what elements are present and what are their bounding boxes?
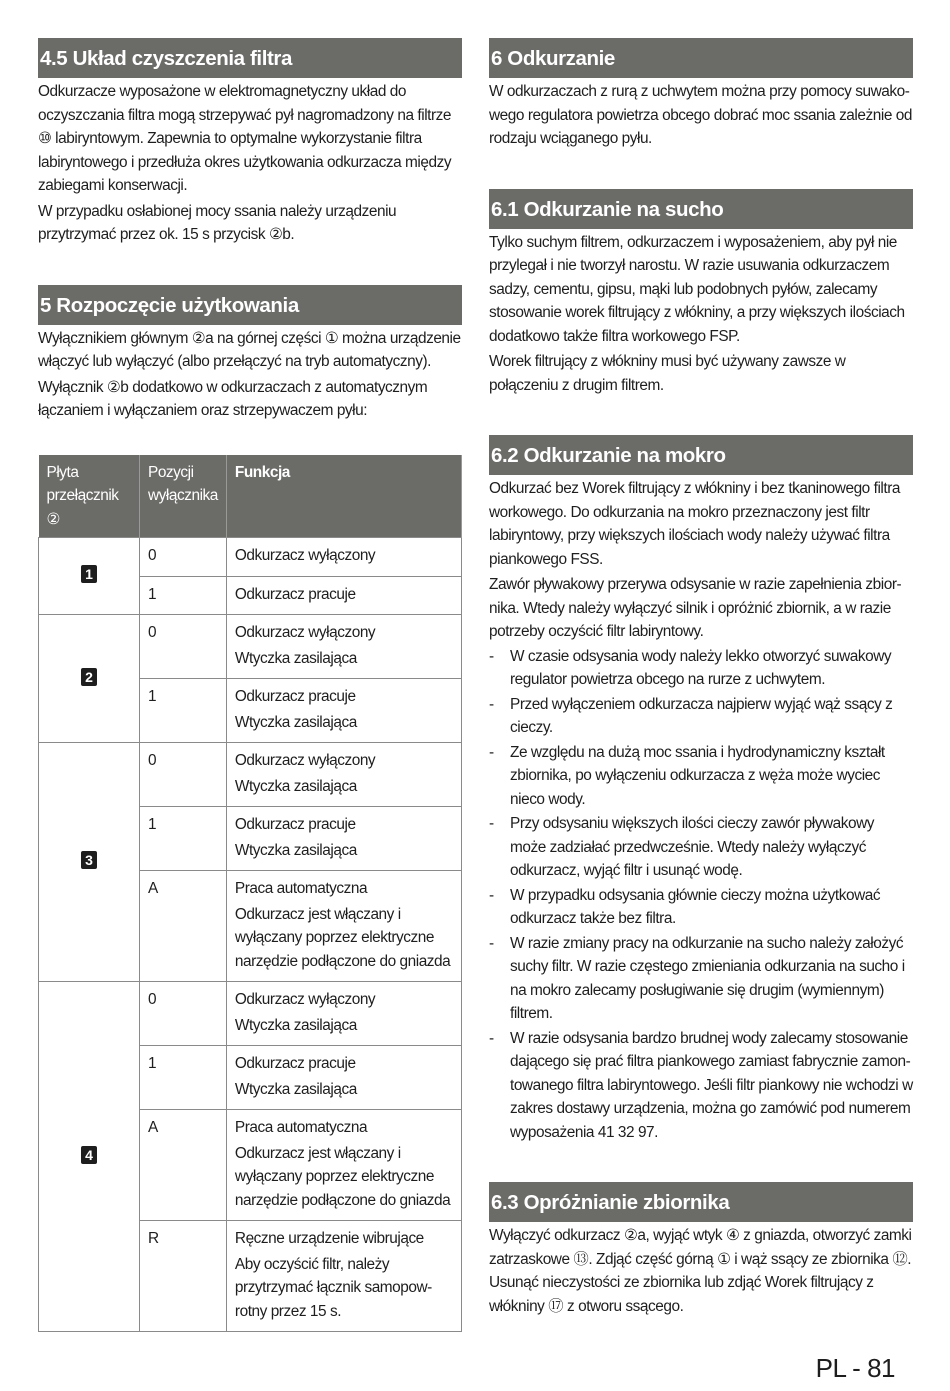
function-line: Wtyczka zasilająca bbox=[234, 841, 357, 859]
position-cell: 0 bbox=[140, 982, 227, 1046]
function-line: Wtyczka zasilająca bbox=[234, 1016, 357, 1034]
section-4-5-heading: 4.5 Układ czyszczenia filtra bbox=[38, 38, 462, 78]
header-function: Funkcja bbox=[226, 455, 461, 538]
position-cell: A bbox=[140, 871, 227, 982]
switch-plate-badge: 3 bbox=[81, 851, 97, 869]
function-cell bbox=[226, 1221, 461, 1332]
section-5-paragraph-1: Wyłącznikiem głównym ②a na górnej części ① można urządzenie włączyć lub wyłączyć (albo przełączyć na tryb automatyczny). bbox=[38, 329, 461, 370]
function-line: Wtyczka zasilająca bbox=[234, 1080, 357, 1098]
function-line: Wtyczka zasilająca bbox=[234, 713, 357, 731]
section-6-2-list bbox=[489, 645, 913, 1145]
section-6-heading: 6 Odkurzanie bbox=[489, 38, 913, 78]
position-cell: 0 bbox=[140, 615, 227, 679]
function-cell bbox=[226, 1110, 461, 1221]
switch-plate-badge: 4 bbox=[81, 1146, 97, 1164]
position-cell: 1 bbox=[140, 1046, 227, 1110]
function-cell bbox=[226, 538, 461, 577]
function-line: Wtyczka zasilająca bbox=[234, 777, 357, 795]
function-line: Aby oczyścić filtr, należy przytrzymać łącznik samopow-rotny przez 15 s. bbox=[234, 1255, 432, 1320]
function-cell bbox=[226, 743, 461, 807]
function-cell bbox=[226, 871, 461, 982]
section-5-paragraph-2: Wyłącznik ②b dodatkowo w odkurzaczach z automatycznym łączaniem i wyłączaniem oraz strzepywaczem pyłu: bbox=[38, 378, 428, 419]
list-item: - Przy odsysaniu większych ilości cieczy zawór pływakowy może zadziałać przedwcześnie. Wtedy należy wyłączyć odkurzacz, wyjąć filtr i usunąć wodę. bbox=[489, 812, 913, 883]
function-line: Odkurzacz pracuje bbox=[234, 585, 356, 603]
section-6-3-heading: 6.3 Opróżnianie zbiornika bbox=[489, 1182, 913, 1222]
section-5-heading: 5 Rozpoczęcie użytkowania bbox=[38, 285, 462, 325]
position-cell: 1 bbox=[140, 576, 227, 615]
switch-plate-cell bbox=[39, 743, 140, 982]
function-line: Odkurzacz jest włączany i wyłączany poprzez elektryczne narzędzie podłączone do gniazda bbox=[234, 905, 451, 970]
section-6-1-paragraph-2: Worek filtrujący z włókniny musi być używany zawsze w połączeniu z drugim filtrem. bbox=[489, 353, 846, 394]
header-plate: Płyta przełącznik ② bbox=[39, 455, 140, 538]
list-item: - Przed wyłączeniem odkurzacza najpierw wyjąć wąż ssący z cieczy. bbox=[489, 693, 913, 740]
function-line: Praca automatyczna bbox=[234, 1119, 368, 1136]
list-item: - W czasie odsysania wody należy lekko otworzyć suwakowy regulator powietrza obcego na rurze z uchwytem. bbox=[489, 645, 913, 692]
switch-plate-cell bbox=[39, 982, 140, 1332]
switch-plate-badge: 2 bbox=[81, 668, 97, 686]
list-item: - W razie odsysania bardzo brudnej wody zalecamy stosowanie dającego się prać filtra piankowego zamiast fabrycznie zamon-towanego filtra labiryntowego. Jeśli filtr piankowy nie wchodzi w zakres dostawy urządzenia, można go zamówić pod numerem wyposażenia 41 32 97. bbox=[489, 1027, 913, 1145]
function-line: Odkurzacz pracuje bbox=[234, 1055, 356, 1072]
table-row bbox=[39, 743, 462, 807]
function-line: Odkurzacz pracuje bbox=[234, 688, 356, 705]
left-column bbox=[38, 38, 462, 1332]
switch-plate-cell bbox=[39, 538, 140, 615]
function-line: Odkurzacz wyłączony bbox=[234, 991, 376, 1008]
position-cell: 1 bbox=[140, 807, 227, 871]
list-item: - W razie zmiany pracy na odkurzanie na sucho należy założyć suchy filtr. W razie częstego zmieniania odkurzania na sucho i na mokro zalecamy posługiwanie się drugim (wymiennym) filtrem. bbox=[489, 932, 913, 1026]
function-line: Odkurzacz pracuje bbox=[234, 816, 356, 833]
section-4-5-paragraph-2: W przypadku osłabionej mocy ssania należy urządzeniu przytrzymać przez ok. 15 s przycisk ②b. bbox=[38, 202, 397, 243]
position-cell: 0 bbox=[140, 743, 227, 807]
section-4-5-paragraph-1: Odkurzacze wyposażone w elektromagnetyczny układ do oczyszczania filtra mogą strzepywać pył nagromadzony na filtrze ⑩ labiryntowym. Zapewnia to optymalne wykorzystanie filtra labiryntowego i przedłuża okres użytkowania odkurzacza między zabiegami konserwacji. bbox=[38, 83, 452, 194]
table-row bbox=[39, 538, 462, 577]
position-cell: 1 bbox=[140, 679, 227, 743]
section-6-1-paragraph-1: Tylko suchym filtrem, odkurzaczem i wyposażeniem, aby pył nie przylegał i nie tworzył narostu. W razie usuwania odkurzaczem sadzy, cementu, gipsu, mąki lub podobnych pyłów, zalecamy stosowanie worek filtrujący z włókniny, a przy większych ilościach dodatkowo także filtra workowego FSP. bbox=[489, 233, 905, 345]
switch-table-header bbox=[39, 455, 462, 538]
position-cell: R bbox=[140, 1221, 227, 1332]
function-line: Odkurzacz jest włączany i wyłączany poprzez elektryczne narzędzie podłączone do gniazda bbox=[234, 1144, 451, 1209]
switch-plate-cell bbox=[39, 615, 140, 743]
function-cell bbox=[226, 982, 461, 1046]
function-cell bbox=[226, 807, 461, 871]
function-cell bbox=[226, 679, 461, 743]
switch-plate-badge: 1 bbox=[81, 565, 97, 583]
function-line: Odkurzacz wyłączony bbox=[234, 752, 376, 769]
page-number: PL - 81 bbox=[815, 1353, 895, 1383]
function-line: Wtyczka zasilająca bbox=[234, 649, 357, 667]
right-column bbox=[489, 38, 913, 1318]
section-6-2-paragraph-1: Odkurzać bez Worek filtrujący z włókniny i bez tkaninowego filtra workowego. Do odkurzania na mokro przeznaczony jest filtr labiryntowy, przy większych ilościach wody należy używać filtra piankowego FSS. bbox=[489, 480, 900, 568]
function-cell bbox=[226, 1046, 461, 1110]
position-cell: A bbox=[140, 1110, 227, 1221]
function-line: Odkurzacz wyłączony bbox=[234, 624, 376, 641]
switch-table bbox=[38, 455, 462, 1333]
position-cell: 0 bbox=[140, 538, 227, 577]
function-line: Praca automatyczna bbox=[234, 880, 368, 897]
list-item: - W przypadku odsysania głównie cieczy można użytkować odkurzacz także bez filtra. bbox=[489, 884, 913, 931]
table-row bbox=[39, 615, 462, 679]
section-6-2-paragraph-2: Zawór pływakowy przerywa odsysanie w razie zapełnienia zbior-nika. Wtedy należy wyłączyć silnik i opróżnić zbiornik, a w razie potrzeby oczyścić filtr labiryntowy. bbox=[489, 576, 902, 640]
section-6-paragraph-1: W odkurzaczach z rurą z uchwytem można przy pomocy suwako-wego regulatora powietrza obcego dobrać moc ssania zależnie od rodzaju wciąganego pyłu. bbox=[489, 83, 912, 147]
table-row bbox=[39, 982, 462, 1046]
section-6-3-paragraph-1: Wyłączyć odkurzacz ②a, wyjąć wtyk ④ z gniazda, otworzyć zamki zatrzaskowe ⑬. Zdjąć część górną ① i wąż ssący ze zbiornika ⑫. Usunąć nieczystości ze zbiornika lub zdjąć Worek filtrujący z włókniny ⑰ z otworu ssącego. bbox=[489, 1227, 912, 1315]
function-cell bbox=[226, 576, 461, 615]
switch-table-body bbox=[39, 538, 462, 1332]
section-6-1-heading: 6.1 Odkurzanie na sucho bbox=[489, 189, 913, 229]
function-cell bbox=[226, 615, 461, 679]
list-item: - Ze względu na dużą moc ssania i hydrodynamiczny kształt zbiornika, po wyłączeniu odkurzacza z węża może wyciec nieco wody. bbox=[489, 741, 913, 812]
section-6-2-heading: 6.2 Odkurzanie na mokro bbox=[489, 435, 913, 475]
header-position: Pozycji wyłącznika bbox=[140, 455, 227, 538]
function-line: Odkurzacz wyłączony bbox=[234, 547, 376, 564]
function-line: Ręczne urządzenie wibrujące bbox=[234, 1230, 424, 1247]
